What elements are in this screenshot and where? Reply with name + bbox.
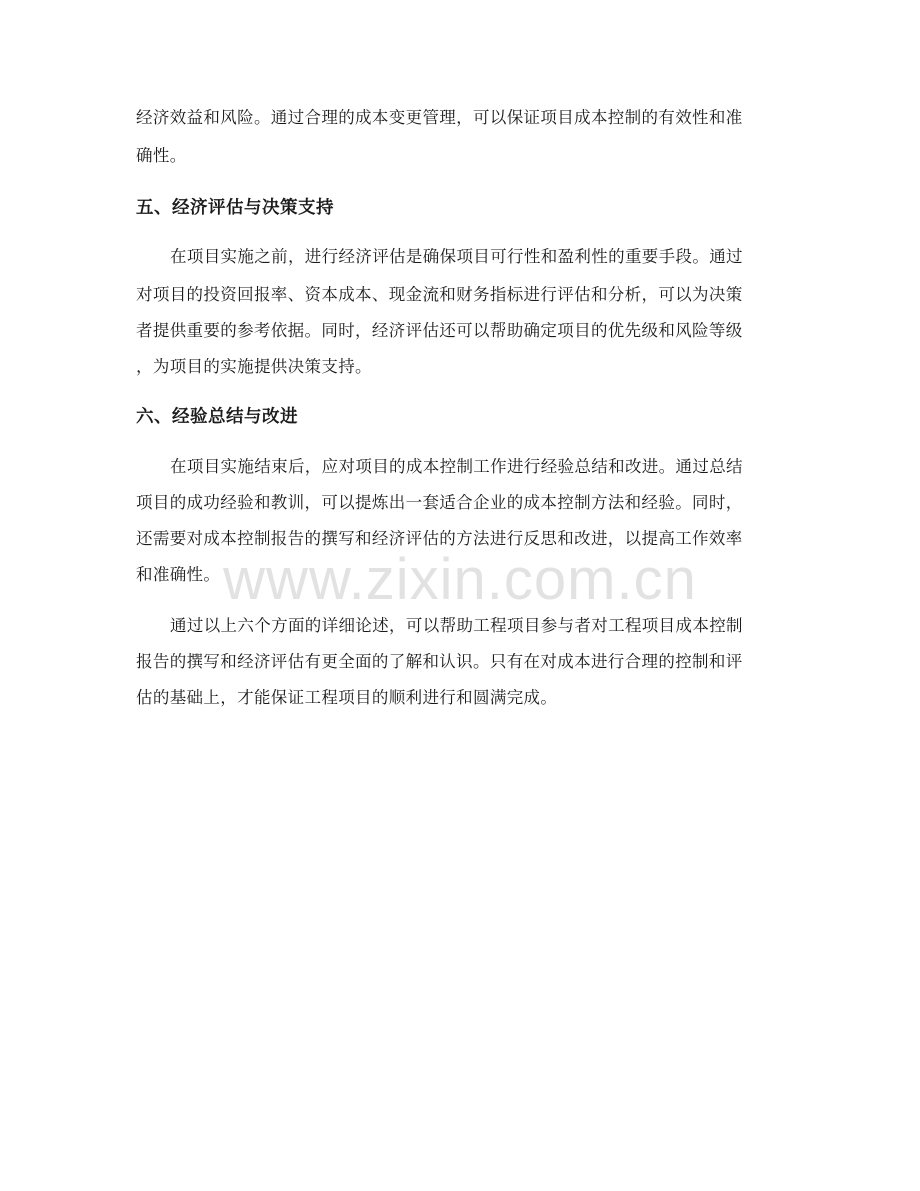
paragraph-line: 报告的撰写和经济评估有更全面的了解和认识。只有在对成本进行合理的控制和评 [136, 652, 743, 671]
paragraph-line: 在项目实施结束后，应对项目的成本控制工作进行经验总结和改进。通过总结 [170, 457, 743, 476]
section-heading-5: 五、经济评估与决策支持 [136, 198, 334, 218]
paragraph-line: 者提供重要的参考依据。同时，经济评估还可以帮助确定项目的优先级和风险等级 [136, 321, 743, 340]
watermark: www.zixin.com.cn [223, 547, 697, 612]
paragraph-line: 估的基础上，才能保证工程项目的顺利进行和圆满完成。 [136, 688, 558, 707]
paragraph-line: 项目的成功经验和教训，可以提炼出一套适合企业的成本控制方法和经验。同时， [136, 493, 743, 512]
paragraph-line: 经济效益和风险。通过合理的成本变更管理，可以保证项目成本控制的有效性和准 [136, 108, 743, 127]
paragraph-line: 对项目的投资回报率、资本成本、现金流和财务指标进行评估和分析，可以为决策 [136, 285, 743, 304]
paragraph-line: 还需要对成本控制报告的撰写和经济评估的方法进行反思和改进，以提高工作效率 [136, 529, 743, 548]
paragraph-line: 确性。 [136, 146, 187, 165]
paragraph-line: 和准确性。 [136, 565, 221, 584]
paragraph-line: ，为项目的实施提供决策支持。 [136, 357, 372, 376]
paragraph-line: 在项目实施之前，进行经济评估是确保项目可行性和盈利性的重要手段。通过 [170, 247, 743, 266]
paragraph-line: 通过以上六个方面的详细论述，可以帮助工程项目参与者对工程项目成本控制 [170, 616, 743, 635]
section-heading-6: 六、经验总结与改进 [136, 407, 298, 427]
